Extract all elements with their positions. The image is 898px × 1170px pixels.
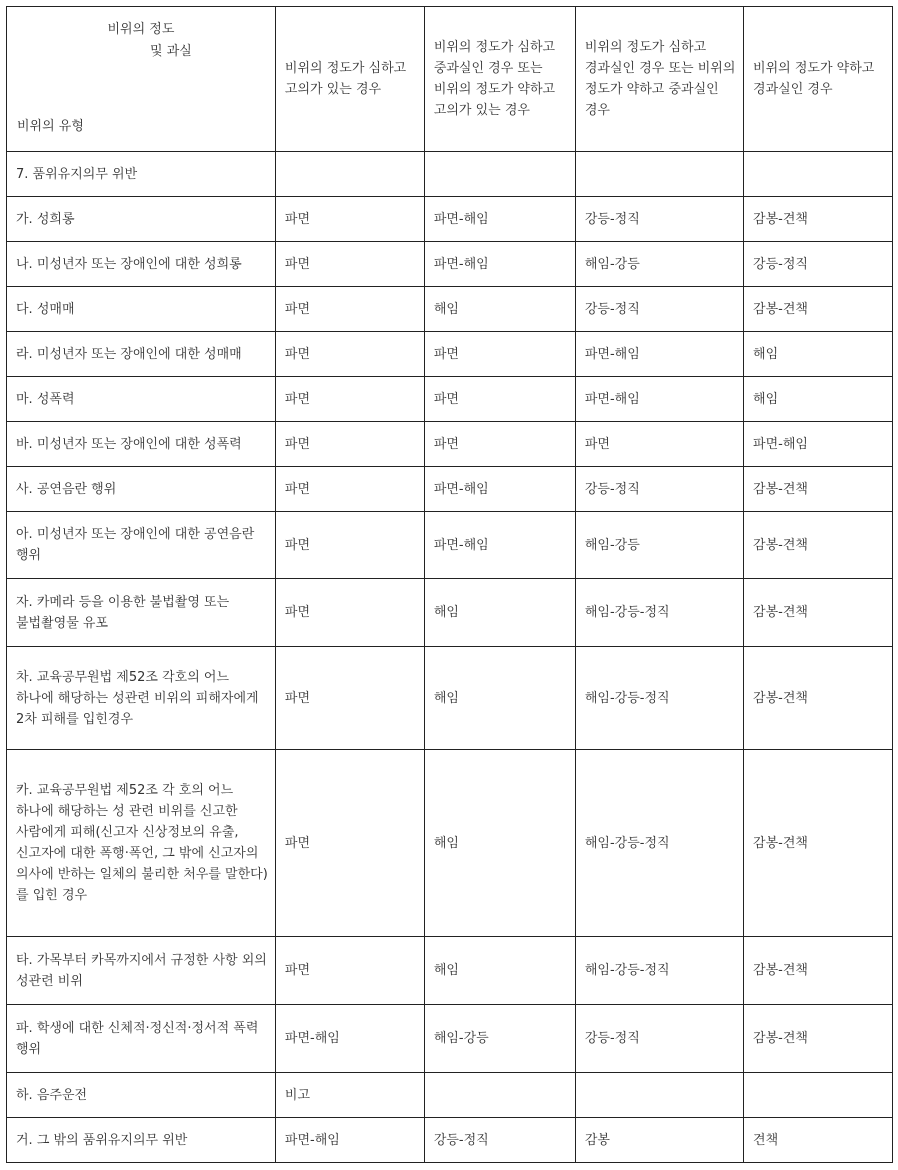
penalty-severe-intentional: 파면 [275,422,424,467]
penalty-severe-gross-negligence: 파면 [424,332,575,377]
violation-type-cell: 다. 성매매 [7,287,276,332]
penalty-severe-intentional: 파면 [275,242,424,287]
penalty-severe-intentional: 파면 [275,937,424,1005]
penalty-severe-minor-negligence: 강등-정직 [575,287,743,332]
penalty-severe-intentional: 파면 [275,512,424,579]
penalty-severe-minor-negligence: 해임-강등-정직 [575,937,743,1005]
table-row [7,467,893,512]
penalty-severe-intentional: 파면 [275,332,424,377]
table-row [7,1005,893,1073]
violation-type-cell: 자. 카메라 등을 이용한 불법촬영 또는 불법촬영물 유포 [7,579,276,647]
penalty-severe-gross-negligence: 파면 [424,377,575,422]
table-row [7,332,893,377]
violation-type-cell: 가. 성희롱 [7,197,276,242]
penalty-severe-minor-negligence: 강등-정직 [575,197,743,242]
penalty-severe-intentional: 파면-해임 [275,1118,424,1163]
table-row [7,647,893,750]
penalty-severe-intentional: 파면 [275,467,424,512]
penalty-severe-minor-negligence: 해임-강등 [575,242,743,287]
violation-type-cell: 사. 공연음란 행위 [7,467,276,512]
table-row [7,1073,893,1118]
table-row [7,579,893,647]
penalty-mild-minor-negligence: 해임 [744,377,893,422]
penalty-mild-minor-negligence: 감봉-견책 [744,647,893,750]
violation-type-cell: 차. 교육공무원법 제52조 각호의 어느 하나에 해당하는 성관련 비위의 피해자에게 2차 피해를 입힌경우 [7,647,276,750]
table-row [7,937,893,1005]
violation-type-cell: 아. 미성년자 또는 장애인에 대한 공연음란 행위 [7,512,276,579]
corner-header-top-line2: 및 과실 [150,44,192,59]
penalty-severe-intentional: 비고 [275,1073,424,1118]
header-row [7,7,893,152]
penalty-severe-gross-negligence: 해임 [424,287,575,332]
violation-type-cell: 나. 미성년자 또는 장애인에 대한 성희롱 [7,242,276,287]
penalty-severe-gross-negligence [424,152,575,197]
penalty-mild-minor-negligence [744,152,893,197]
disciplinary-standards-table [6,6,893,1163]
penalty-severe-minor-negligence: 해임-강등-정직 [575,647,743,750]
penalty-mild-minor-negligence: 감봉-견책 [744,750,893,937]
penalty-severe-minor-negligence: 감봉 [575,1118,743,1163]
penalty-severe-minor-negligence: 해임-강등-정직 [575,750,743,937]
col-header-mild-minor-negligence: 비위의 정도가 약하고 경과실인 경우 [744,7,893,152]
penalty-severe-gross-negligence: 해임-강등 [424,1005,575,1073]
violation-type-cell: 카. 교육공무원법 제52조 각 호의 어느 하나에 해당하는 성 관련 비위를 신고한 사람에게 피해(신고자 신상정보의 유출, 신고자에 대한 폭행·폭언, 그 밖에 신고자의 의사에 반하는 일체의 불리한 처우를 말한다)를 입힌 경우 [7,750,276,937]
penalty-severe-gross-negligence [424,1073,575,1118]
penalty-severe-gross-negligence: 파면-해임 [424,197,575,242]
table-row [7,422,893,467]
penalty-mild-minor-negligence: 감봉-견책 [744,579,893,647]
violation-type-cell: 파. 학생에 대한 신체적·정신적·정서적 폭력 행위 [7,1005,276,1073]
table-row [7,512,893,579]
penalty-mild-minor-negligence: 강등-정직 [744,242,893,287]
penalty-mild-minor-negligence: 파면-해임 [744,422,893,467]
penalty-mild-minor-negligence: 해임 [744,332,893,377]
penalty-severe-gross-negligence: 해임 [424,647,575,750]
table-row [7,287,893,332]
corner-header-cell [7,7,276,152]
penalty-severe-minor-negligence: 해임-강등 [575,512,743,579]
penalty-mild-minor-negligence: 감봉-견책 [744,197,893,242]
col-header-severe-intentional: 비위의 정도가 심하고 고의가 있는 경우 [275,7,424,152]
penalty-severe-intentional: 파면 [275,377,424,422]
penalty-severe-gross-negligence: 해임 [424,750,575,937]
penalty-severe-minor-negligence: 강등-정직 [575,467,743,512]
penalty-mild-minor-negligence: 감봉-견책 [744,512,893,579]
penalty-mild-minor-negligence: 감봉-견책 [744,467,893,512]
violation-type-cell: 7. 품위유지의무 위반 [7,152,276,197]
penalty-severe-minor-negligence [575,1073,743,1118]
violation-type-cell: 타. 가목부터 카목까지에서 규정한 사항 외의 성관련 비위 [7,937,276,1005]
penalty-severe-gross-negligence: 해임 [424,579,575,647]
penalty-severe-minor-negligence: 파면 [575,422,743,467]
penalty-mild-minor-negligence: 감봉-견책 [744,287,893,332]
violation-type-cell: 라. 미성년자 또는 장애인에 대한 성매매 [7,332,276,377]
penalty-mild-minor-negligence: 감봉-견책 [744,1005,893,1073]
table-row [7,242,893,287]
penalty-severe-gross-negligence: 파면-해임 [424,242,575,287]
table-row [7,152,893,197]
penalty-severe-gross-negligence: 파면-해임 [424,467,575,512]
corner-header-top-line1: 비위의 정도 [107,22,175,37]
penalty-severe-intentional: 파면 [275,750,424,937]
penalty-severe-gross-negligence: 파면 [424,422,575,467]
penalty-severe-gross-negligence: 강등-정직 [424,1118,575,1163]
penalty-severe-intentional: 파면 [275,579,424,647]
penalty-severe-intentional: 파면 [275,287,424,332]
violation-type-cell: 바. 미성년자 또는 장애인에 대한 성폭력 [7,422,276,467]
violation-type-cell: 하. 음주운전 [7,1073,276,1118]
penalty-severe-intentional [275,152,424,197]
penalty-mild-minor-negligence [744,1073,893,1118]
penalty-severe-minor-negligence: 파면-해임 [575,332,743,377]
penalty-severe-intentional: 파면-해임 [275,1005,424,1073]
penalty-severe-minor-negligence [575,152,743,197]
penalty-severe-minor-negligence: 파면-해임 [575,377,743,422]
col-header-severe-gross-negligence: 비위의 정도가 심하고 중과실인 경우 또는 비위의 정도가 약하고 고의가 있는 경우 [424,7,575,152]
penalty-severe-minor-negligence: 강등-정직 [575,1005,743,1073]
violation-type-cell: 거. 그 밖의 품위유지의무 위반 [7,1118,276,1163]
table-row [7,197,893,242]
violation-type-cell: 마. 성폭력 [7,377,276,422]
penalty-severe-minor-negligence: 해임-강등-정직 [575,579,743,647]
penalty-mild-minor-negligence: 견책 [744,1118,893,1163]
penalty-severe-gross-negligence: 해임 [424,937,575,1005]
penalty-severe-intentional: 파면 [275,197,424,242]
table-row [7,377,893,422]
corner-header-top [7,19,275,63]
penalty-mild-minor-negligence: 감봉-견책 [744,937,893,1005]
penalty-severe-intentional: 파면 [275,647,424,750]
corner-header-bottom: 비위의 유형 [17,119,84,134]
table-row [7,1118,893,1163]
penalty-severe-gross-negligence: 파면-해임 [424,512,575,579]
col-header-severe-minor-negligence: 비위의 정도가 심하고 경과실인 경우 또는 비위의 정도가 약하고 중과실인 경우 [575,7,743,152]
table-row [7,750,893,937]
